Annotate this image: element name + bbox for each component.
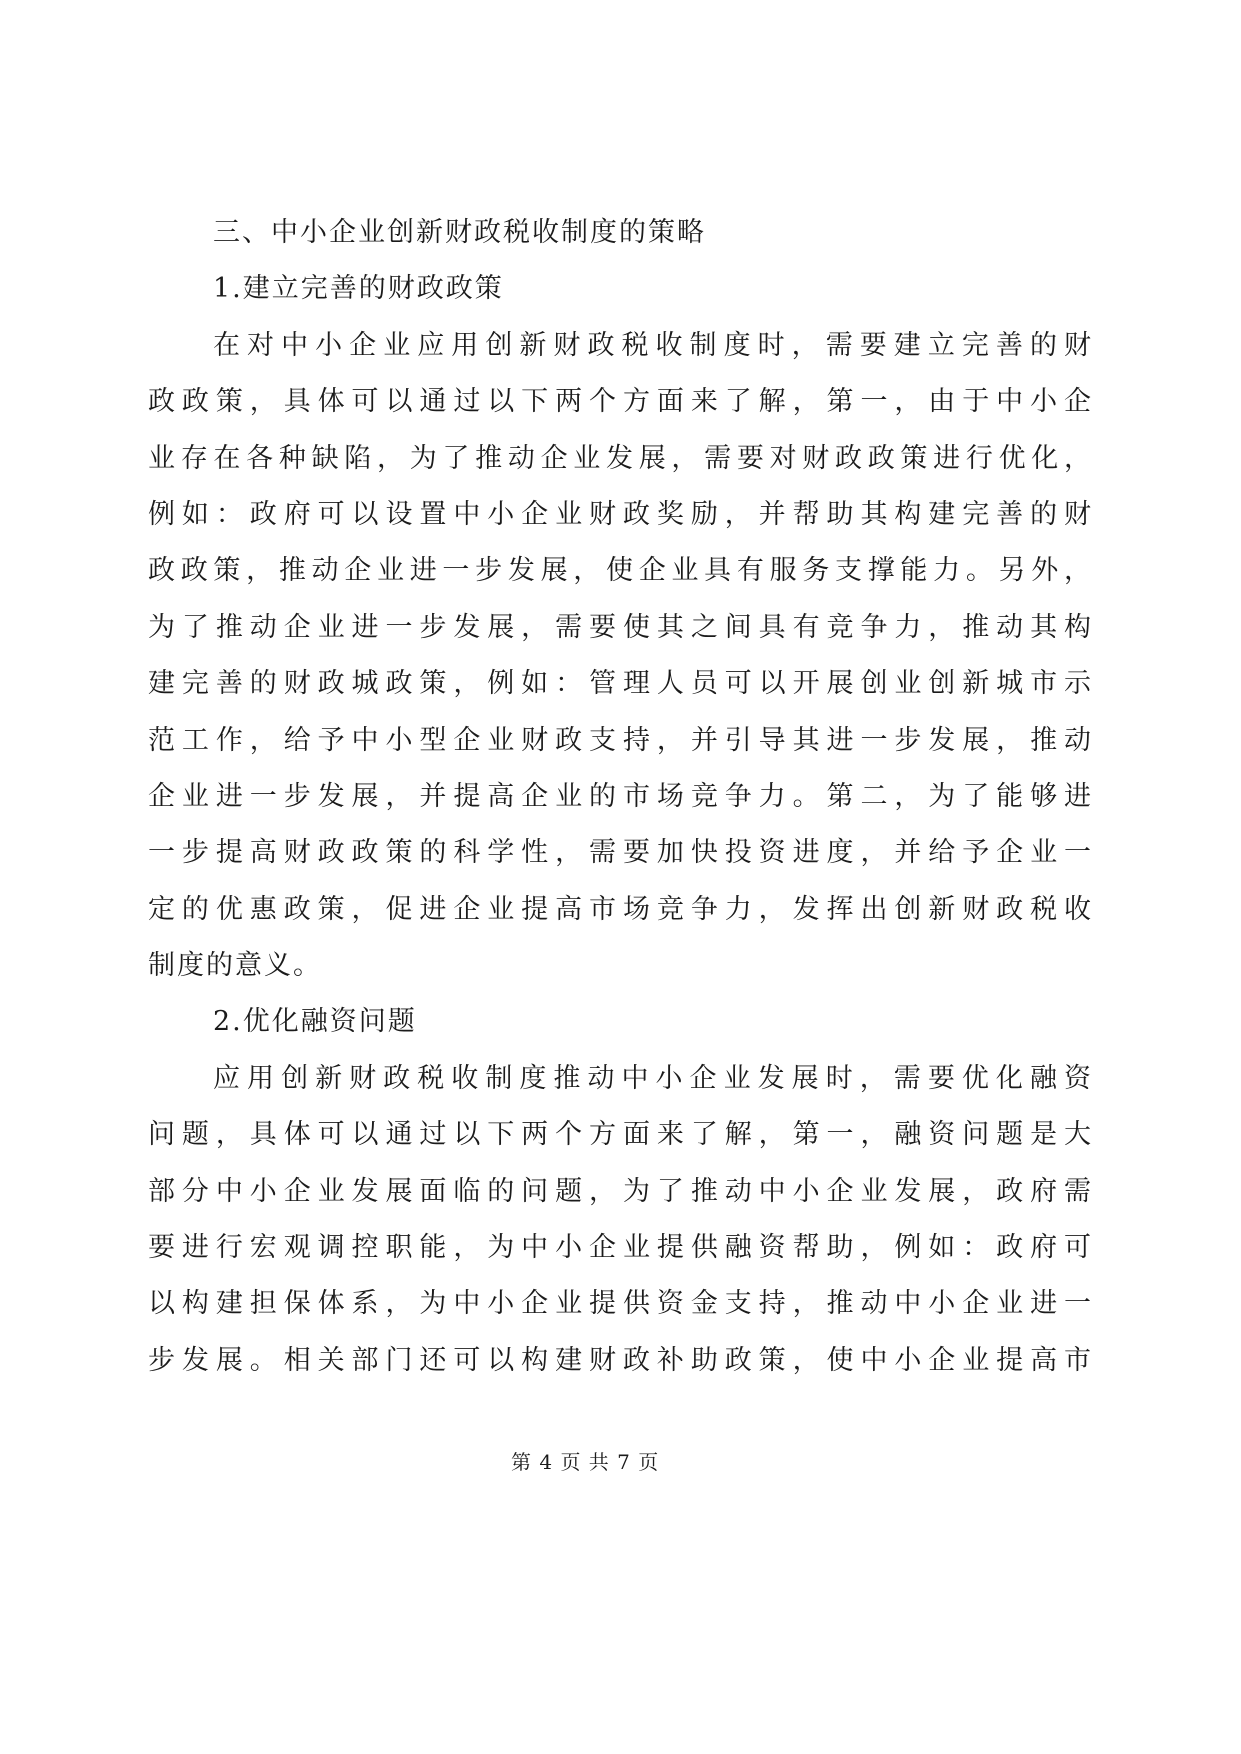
subsection-title: 2.优化融资问题 [213,1006,417,1038]
text-line: 步发展。相关部门还可以构建财政补助政策，使中小企业提高市 [148,1344,1093,1376]
text-line: 建完善的财政城政策，例如：管理人员可以开展创业创新城市示 [148,668,1093,700]
page-footer: 第 4 页 共 7 页 [511,1450,660,1474]
text-line: 企业进一步发展，并提高企业的市场竞争力。第二，为了能够进 [148,780,1093,812]
section-heading: 三、中小企业创新财政税收制度的策略 [213,217,706,248]
paragraph [148,1051,1093,1389]
subsection-title: 1.建立完善的财政政策 [213,273,504,305]
text-line: 应用创新财政税收制度推动中小企业发展时，需要优化融资 [213,1062,1093,1094]
text-line: 制度的意义。 [148,950,322,982]
text-line: 在对中小企业应用创新财政税收制度时，需要建立完善的财 [213,329,1093,361]
text-line: 政政策，具体可以通过以下两个方面来了解，第一，由于中小企 [148,386,1093,418]
document-body [148,205,1093,1389]
text-line: 定的优惠政策，促进企业提高市场竞争力，发挥出创新财政税收 [148,893,1093,925]
paragraph [148,318,1093,995]
text-line: 以构建担保体系，为中小企业提供资金支持，推动中小企业进一 [148,1288,1093,1320]
text-line: 要进行宏观调控职能，为中小企业提供融资帮助，例如：政府可 [148,1232,1093,1264]
text-line: 范工作，给予中小型企业财政支持，并引导其进一步发展，推动 [148,724,1093,756]
text-line: 政政策，推动企业进一步发展，使企业具有服务支撑能力。另外， [148,555,1093,587]
text-line: 为了推动企业进一步发展，需要使其之间具有竞争力，推动其构 [148,611,1093,643]
text-line: 一步提高财政政策的科学性，需要加快投资进度，并给予企业一 [148,837,1093,869]
text-line: 业存在各种缺陷，为了推动企业发展，需要对财政政策进行优化， [148,442,1093,474]
text-line: 问题，具体可以通过以下两个方面来了解，第一，融资问题是大 [148,1119,1093,1151]
text-line: 例如：政府可以设置中小企业财政奖励，并帮助其构建完善的财 [148,498,1093,530]
text-line: 部分中小企业发展面临的问题，为了推动中小企业发展，政府需 [148,1175,1093,1207]
